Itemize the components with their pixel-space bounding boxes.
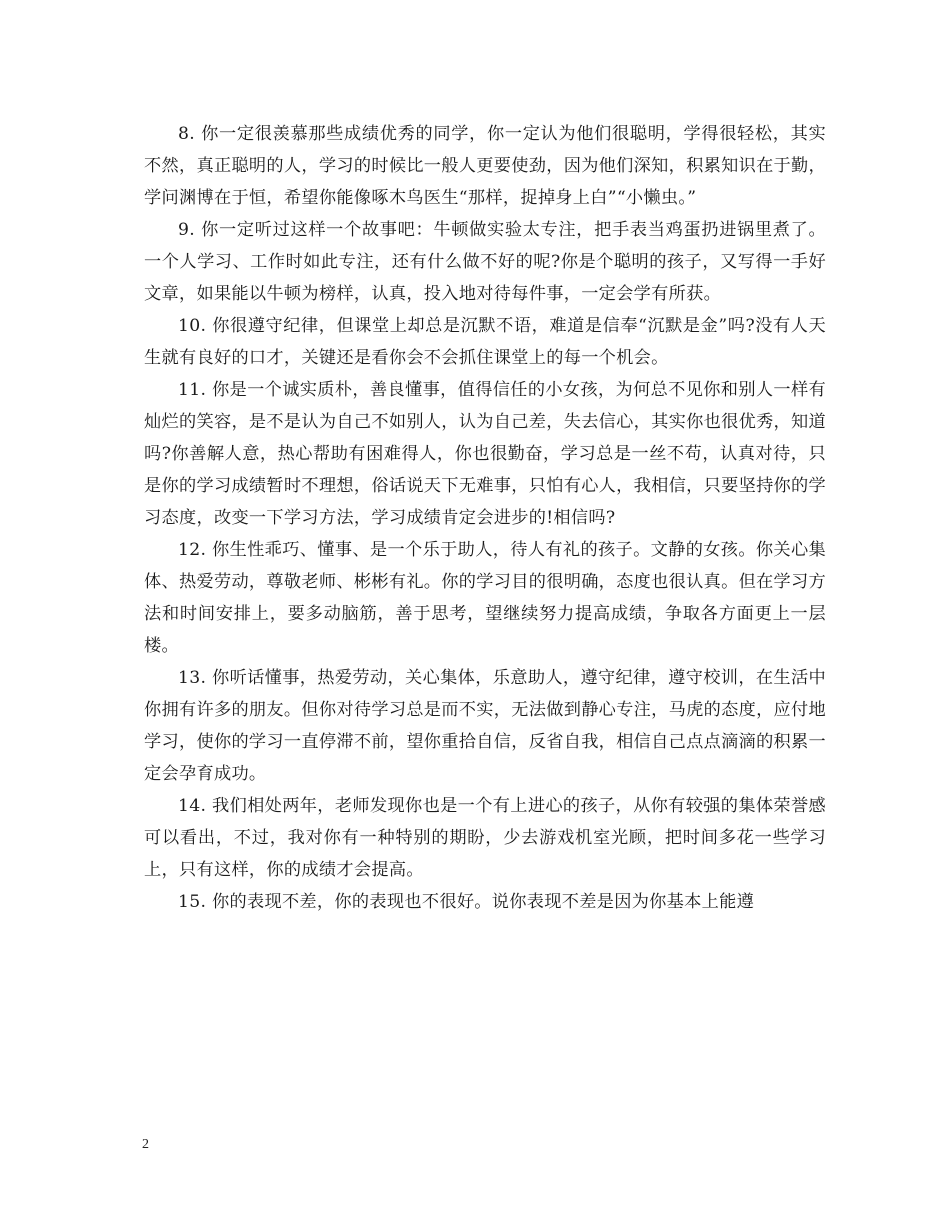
paragraph-9: 9. 你一定听过这样一个故事吧：牛顿做实验太专注，把手表当鸡蛋扔进锅里煮了。一个人学习、工作时如此专注，还有什么做不好的呢?你是个聪明的孩子，又写得一手好文章，如果能以牛顿为榜样，认真，投入地对待每件事，一定会学有所获。 (144, 220, 826, 304)
document-body (144, 118, 826, 918)
paragraph-8: 8. 你一定很羡慕那些成绩优秀的同学，你一定认为他们很聪明，学得很轻松，其实不然，真正聪明的人，学习的时候比一般人更要使劲，因为他们深知，积累知识在于勤，学问渊博在于恒，希望你能像啄木鸟医生“那样，捉掉身上白”“小懒虫。” (144, 124, 827, 208)
paragraph-12: 12. 你生性乖巧、懂事、是一个乐于助人，待人有礼的孩子。文静的女孩。你关心集体、热爱劳动，尊敬老师、彬彬有礼。你的学习目的很明确，态度也很认真。但在学习方法和时间安排上，要多动脑筋，善于思考，望继续努力提高成绩，争取各方面更上一层楼。 (144, 540, 827, 656)
page-number: 2 (142, 1137, 149, 1152)
paragraph-11: 11. 你是一个诚实质朴，善良懂事，值得信任的小女孩，为何总不见你和别人一样有灿烂的笑容，是不是认为自己不如别人，认为自己差，失去信心，其实你也很优秀，知道吗?你善解人意，热心帮助有困难得人，你也很勤奋，学习总是一丝不苟，认真对待，只是你的学习成绩暂时不理想，俗话说天下无难事，只怕有心人，我相信，只要坚持你的学习态度，改变一下学习方法，学习成绩肯定会进步的!相信吗? (144, 380, 827, 528)
paragraph-10: 10. 你很遵守纪律，但课堂上却总是沉默不语，难道是信奉“沉默是金”吗?没有人天生就有良好的口才，关键还是看你会不会抓住课堂上的每一个机会。 (144, 316, 826, 368)
paragraph-15: 15. 你的表现不差，你的表现也不很好。说你表现不差是因为你基本上能遵 (178, 892, 755, 912)
paragraph-14: 14. 我们相处两年，老师发现你也是一个有上进心的孩子，从你有较强的集体荣誉感可以看出，不过，我对你有一种特别的期盼，少去游戏机室光顾，把时间多花一些学习上，只有这样，你的成绩才会提高。 (144, 796, 826, 880)
paragraph-13: 13. 你听话懂事，热爱劳动，关心集体，乐意助人，遵守纪律，遵守校训，在生活中你拥有许多的朋友。但你对待学习总是而不实，无法做到静心专注，马虎的态度，应付地学习，使你的学习一直停滞不前，望你重拾自信，反省自我，相信自己点点滴滴的积累一定会孕育成功。 (144, 668, 827, 784)
